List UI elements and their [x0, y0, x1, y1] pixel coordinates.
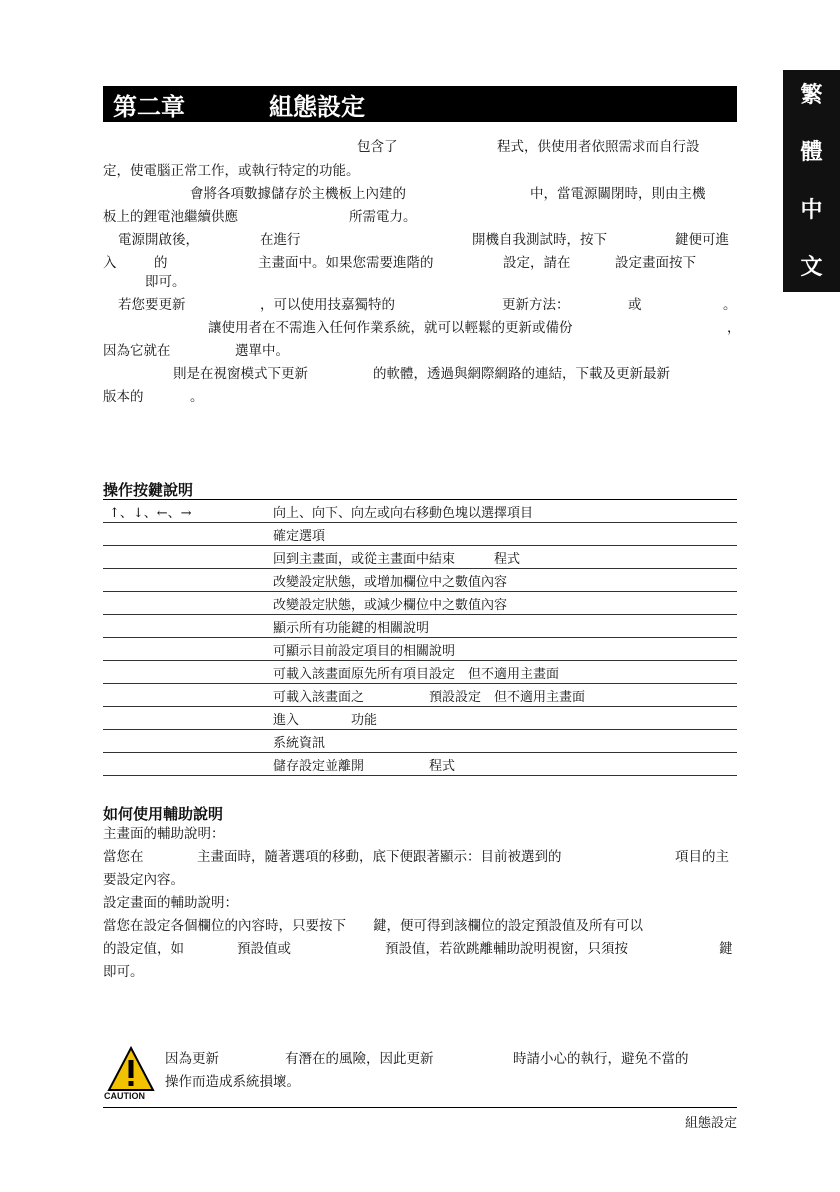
intro-text: 讓使用者在不需進入任何作業系統，就可以輕鬆的更新或備份 [208, 320, 573, 336]
desc-cell: 儲存設定並離開 程式 [273, 758, 456, 774]
help-text: 要設定內容。 [103, 872, 184, 888]
chapter-title: 組態設定 [269, 91, 365, 121]
language-side-tab [783, 70, 840, 292]
side-tab-char: 文 [800, 253, 823, 280]
desc-cell: 改變設定狀態，或減少欄位中之數值內容 [273, 597, 508, 613]
table-row [103, 661, 737, 684]
intro-text: 即可。 [145, 274, 186, 290]
side-tab-char: 體 [800, 139, 823, 166]
intro-text: 設定，請在 [503, 255, 571, 271]
table-row [103, 684, 737, 707]
key-cell: ↑、↓、←、→ [109, 505, 192, 521]
intro-text: ， [727, 320, 741, 336]
help-text: 當您在設定各個欄位的內容時，只要按下 鍵，便可得到該欄位的設定預設值及所有可以 [103, 918, 643, 934]
intro-text: ，可以使用技嘉獨特的 [260, 297, 395, 313]
table-row [103, 500, 737, 523]
intro-text: 設定畫面按下 [615, 255, 696, 271]
caution-text: 操作而造成系統損壞。 [165, 1074, 300, 1090]
intro-text: 所需電力。 [349, 209, 417, 225]
help-text: 的設定值，如 [103, 941, 184, 957]
desc-cell: 進入 功能 [273, 712, 378, 728]
help-text: 設定畫面的輔助說明： [103, 895, 238, 911]
footer-title: 組態設定 [684, 1116, 737, 1131]
desc-cell: 回到主畫面，或從主畫面中結束 程式 [273, 551, 521, 567]
intro-text: 。 [723, 297, 737, 313]
intro-text: 若您要更新 [118, 297, 186, 313]
desc-cell: 系統資訊 [273, 735, 326, 751]
desc-cell: 向上、向下、向左或向右移動色塊以選擇項目 [273, 505, 534, 521]
desc-cell: 確定選項 [273, 528, 326, 544]
footer-divider [103, 1107, 737, 1108]
intro-text: 更新方法： [502, 297, 570, 313]
caution-label: CAUTION [104, 1091, 145, 1101]
intro-text: 因為它就在 [103, 343, 171, 359]
desc-cell: 顯示所有功能鍵的相關說明 [273, 620, 430, 636]
desc-cell: 可顯示目前設定項目的相關說明 [273, 643, 456, 659]
intro-text: 在進行 [260, 232, 301, 248]
table-row [103, 753, 737, 776]
intro-text: 或 [628, 297, 642, 313]
intro-text: 選單中。 [235, 343, 289, 359]
intro-text: 入 [103, 255, 117, 271]
intro-text: 電源開啟後， [118, 232, 199, 248]
table-row [103, 730, 737, 753]
keys-table [103, 499, 737, 776]
desc-cell: 改變設定狀態，或增加欄位中之數值內容 [273, 574, 508, 590]
intro-text: 的軟體，透過與網際網路的連結，下載及更新最新 [373, 366, 670, 382]
intro-text: 主畫面中。如果您需要進階的 [258, 255, 434, 271]
table-row [103, 707, 737, 730]
intro-text: 鍵便可進 [675, 232, 729, 248]
desc-cell: 可載入該畫面原先所有項目設定 但不適用主畫面 [273, 666, 560, 682]
intro-text: 會將各項數據儲存於主機板上內建的 [190, 186, 406, 202]
caution-text: 有潛在的風險，因此更新 [285, 1051, 434, 1067]
intro-text: 程式，供使用者依照需求而自行設 [497, 139, 700, 155]
table-row [103, 546, 737, 569]
help-text: 項目的主 [675, 849, 729, 865]
side-tab-char: 中 [800, 196, 823, 223]
caution-text: 時請小心的執行，避免不當的 [513, 1051, 689, 1067]
intro-text: 的 [154, 255, 168, 271]
desc-cell: 可載入該畫面之 預設設定 但不適用主畫面 [273, 689, 586, 705]
help-text: 主畫面的輔助說明： [103, 826, 225, 842]
intro-text: 開機自我測試時，按下 [472, 232, 607, 248]
intro-text: 中，當電源關閉時，則由主機 [530, 186, 706, 202]
intro-text: 則是在視窗模式下更新 [173, 366, 308, 382]
help-text: 預設值，若欲跳離輔助說明視窗，只須按 [385, 941, 628, 957]
intro-text: 包含了 [357, 139, 398, 155]
table-row [103, 592, 737, 615]
table-row [103, 638, 737, 661]
intro-text: 。 [190, 389, 204, 405]
help-text: 即可。 [103, 964, 144, 980]
caution-text: 因為更新 [165, 1051, 219, 1067]
intro-text: 定，使電腦正常工作，或執行特定的功能。 [103, 163, 360, 179]
intro-text: 版本的 [103, 389, 144, 405]
table-row [103, 615, 737, 638]
help-text: 預設值或 [237, 941, 291, 957]
chapter-label: 第二章 [113, 91, 185, 121]
table-row [103, 569, 737, 592]
table-row [103, 523, 737, 546]
help-text: 主畫面時，隨著選項的移動，底下便跟著顯示：目前被選到的 [197, 849, 562, 865]
chapter-header [103, 86, 737, 122]
help-text: 當您在 [103, 849, 144, 865]
side-tab-char: 繁 [800, 82, 823, 108]
help-text: 鍵 [719, 941, 733, 957]
intro-text: 板上的鋰電池繼續供應 [103, 209, 238, 225]
keys-section-title: 操作按鍵說明 [103, 481, 194, 499]
help-section-title: 如何使用輔助說明 [103, 805, 224, 823]
